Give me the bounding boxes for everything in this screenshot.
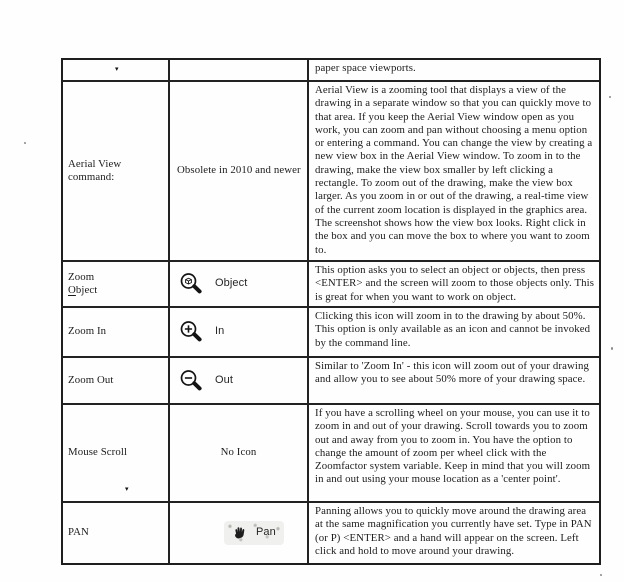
table-cell-description-1: Aerial View is a zooming tool that displays a view of the drawing in a separate window so that you can quickly move to that area. If you keep the Aerial View window open as you work, you can zoom and pan without choosing a menu option or entering a command. You can change the view by creating a new view box in the Aerial View window. To zoom in to the drawing, make the view box smaller by left clicking a rectangle. To zoom out of the drawing, make the view box larger. As you zoom in or out of the drawing, a real-time view of the current zoom location is displayed in the graphics area. The screenshot shows how the view box looks. Right click in the box and you can move the box to where you want to zoom to.	[309, 82, 599, 262]
table-cell-icon-4	[170, 358, 309, 405]
table-cell-command-5	[63, 405, 170, 503]
magnifier-plus-icon	[178, 319, 204, 345]
magnifier-minus-icon	[178, 368, 204, 394]
table-cell-icon-0	[170, 60, 309, 82]
table-cell-availability-1: Obsolete in 2010 and newer	[170, 82, 309, 262]
scan-noise-patch	[224, 521, 284, 545]
command-label: Mouse Scroll	[68, 446, 128, 459]
commands-table	[61, 58, 601, 565]
icon-label: Pan	[256, 526, 276, 539]
table-cell-command-2	[63, 262, 170, 308]
scan-speckle	[611, 347, 613, 350]
icon-label: In	[215, 325, 225, 338]
icon-label: Object	[215, 277, 248, 290]
table-cell-description-2: This option asks you to select an object or objects, then press <ENTER> and the screen will zoom to those objects only. This is great for when you want to work on object.	[309, 262, 599, 308]
table-cell-command-4: Zoom Out	[63, 358, 170, 405]
table-cell-icon-2	[170, 262, 309, 308]
scan-speckle	[600, 574, 602, 576]
artifact-triangle-icon: ▾	[125, 485, 129, 493]
table-cell-icon-3	[170, 308, 309, 358]
table-cell-description-3: Clicking this icon will zoom in to the drawing by about 50%. This option is only available as an icon and cannot be invoked by the command line.	[309, 308, 599, 358]
command-label-line1: Zoom	[68, 270, 95, 283]
scan-speckle	[609, 96, 611, 98]
magnifier-cube-icon	[178, 271, 204, 297]
table-cell-command-6: PAN	[63, 503, 170, 563]
table-cell-availability-5: No Icon	[170, 405, 309, 503]
icon-label: Out	[215, 373, 234, 386]
table-cell-command-3: Zoom In	[63, 308, 170, 358]
table-cell-description-0: paper space viewports.	[309, 60, 599, 82]
artifact-triangle-icon: ▾	[115, 65, 119, 73]
table-cell-description-4: Similar to 'Zoom In' - this icon will zoom out of your drawing and allow you to see about 50% more of your drawing space.	[309, 358, 599, 405]
hand-icon	[232, 525, 250, 541]
table-cell-command-1: Aerial View command:	[63, 82, 170, 262]
table-cell-description-5: If you have a scrolling wheel on your mouse, you can use it to zoom in and out of your drawing. Scroll towards you to zoom out and away from you to zoom in. You have the option to change the amount of zoom per wheel click with the Zoomfactor system variable. Keep in mind that you will zoom in and out using your mouse location as a 'center point'.	[309, 405, 599, 503]
command-label-line2: Object	[68, 284, 98, 296]
table-cell-command-0	[63, 60, 170, 82]
table-cell-description-6: Panning allows you to quickly move around the drawing area at the same magnification you currently have set. Type in PAN (or P) <ENTER> and a hand will appear on the screen. Left click and hold to move around your drawing.	[315, 505, 592, 557]
scan-speckle	[24, 142, 26, 144]
table-cell-icon-6	[170, 503, 309, 563]
